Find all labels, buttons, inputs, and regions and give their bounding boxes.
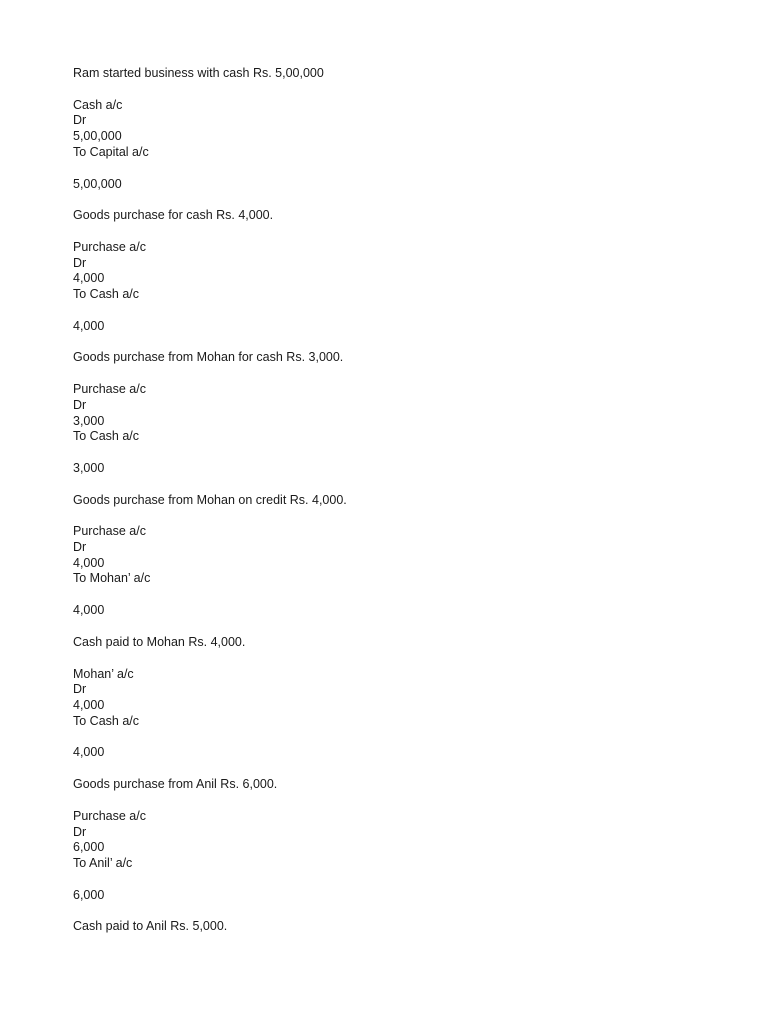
- narration: Cash paid to Mohan Rs. 4,000.: [73, 634, 246, 649]
- dr-label: Dr: [73, 255, 87, 270]
- debit-amount: 5,00,000: [73, 129, 122, 144]
- journal-entry: [73, 350, 693, 476]
- debit-account: Purchase a/c: [73, 524, 146, 539]
- narration: Goods purchase from Mohan for cash Rs. 3,000.: [73, 350, 344, 365]
- dr-label: Dr: [73, 113, 87, 128]
- narration: Goods purchase from Anil Rs. 6,000.: [73, 777, 278, 792]
- credit-amount: 4,000: [73, 318, 105, 333]
- debit-account: Cash a/c: [73, 97, 123, 112]
- narration: Cash paid to Anil Rs. 5,000.: [73, 919, 228, 934]
- debit-account: Purchase a/c: [73, 808, 146, 823]
- credit-account: To Cash a/c: [73, 429, 140, 444]
- debit-amount: 4,000: [73, 555, 105, 570]
- debit-account: Purchase a/c: [73, 382, 146, 397]
- credit-account: To Cash a/c: [73, 287, 140, 302]
- journal-entry: [73, 208, 693, 334]
- credit-amount: 4,000: [73, 603, 105, 618]
- journal-entry: [73, 635, 693, 761]
- journal-entry: [73, 777, 693, 903]
- narration: Goods purchase from Mohan on credit Rs. 4,000.: [73, 492, 347, 507]
- document-page: [73, 66, 693, 935]
- debit-account: Purchase a/c: [73, 239, 146, 254]
- credit-account: To Capital a/c: [73, 144, 149, 159]
- credit-account: To Anil’ a/c: [73, 855, 133, 870]
- dr-label: Dr: [73, 397, 87, 412]
- debit-amount: 6,000: [73, 840, 105, 855]
- credit-amount: 5,00,000: [73, 176, 122, 191]
- credit-amount: 3,000: [73, 460, 105, 475]
- debit-amount: 4,000: [73, 697, 105, 712]
- credit-account: To Cash a/c: [73, 713, 140, 728]
- narration: Goods purchase for cash Rs. 4,000.: [73, 208, 274, 223]
- debit-account: Mohan’ a/c: [73, 666, 134, 681]
- debit-amount: 3,000: [73, 413, 105, 428]
- dr-label: Dr: [73, 540, 87, 555]
- credit-account: To Mohan’ a/c: [73, 571, 151, 586]
- journal-entry: [73, 919, 693, 935]
- credit-amount: 4,000: [73, 745, 105, 760]
- dr-label: Dr: [73, 824, 87, 839]
- journal-entry: [73, 66, 693, 192]
- narration: Ram started business with cash Rs. 5,00,000: [73, 66, 324, 80]
- credit-amount: 6,000: [73, 887, 105, 902]
- debit-amount: 4,000: [73, 271, 105, 286]
- journal-entry: [73, 493, 693, 619]
- dr-label: Dr: [73, 682, 87, 697]
